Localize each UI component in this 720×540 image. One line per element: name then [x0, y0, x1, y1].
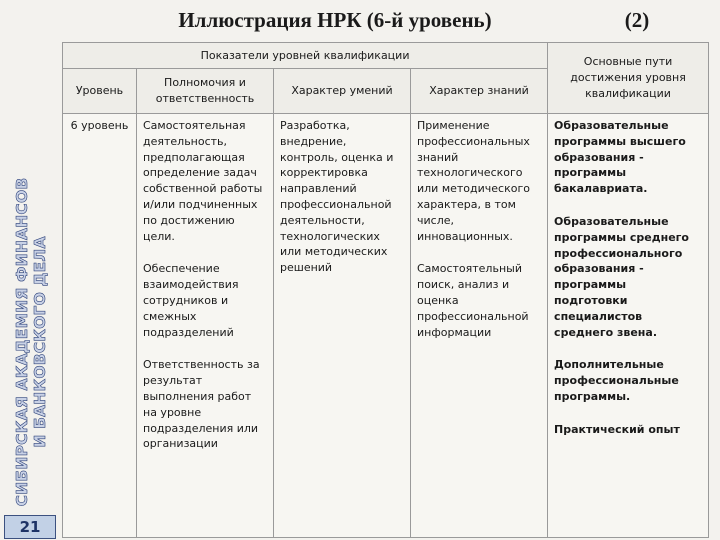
paths-text: Практический опыт: [554, 422, 680, 436]
paths-text: Дополнительные профессиональные программы.: [554, 358, 679, 403]
qualification-table: [62, 42, 709, 538]
academy-name: [13, 178, 49, 507]
table-row: [63, 114, 709, 538]
academy-name-line1: СИБИРСКАЯ АКАДЕМИЯ ФИНАНСОВ: [13, 177, 31, 507]
page-number-badge: 21: [4, 515, 56, 539]
column-header-level: Уровень: [63, 69, 137, 114]
group-header: Показатели уровней квалификации: [63, 43, 548, 69]
paths-header: Основные пути достижения уровня квалификации: [548, 43, 709, 114]
authority-cell: [137, 114, 274, 538]
authority-text: Ответственность за результат выполнения работ на уровне подразделения или организации: [143, 358, 260, 451]
paths-text: Образовательные программы среднего профессионального образования - программы подготовки специалистов среднего звена.: [554, 214, 689, 339]
slide-page-marker: (2): [624, 8, 650, 32]
knowledge-cell: [411, 114, 548, 538]
academy-name-line2: И БАНКОВСКОГО ДЕЛА: [31, 236, 49, 448]
level-value: 6 уровень: [70, 119, 129, 132]
authority-text: Обеспечение взаимодействия сотрудников и смежных подразделений: [143, 262, 239, 339]
knowledge-text: Самостоятельный поиск, анализ и оценка профессиональной информации: [417, 262, 529, 339]
skills-text: Разработка, внедрение, контроль, оценка и корректировка направлений профессиональной деятельности, технологических или методических решений: [280, 119, 394, 275]
paths-text: Образовательные программы высшего образования - программы бакалавриата.: [554, 119, 686, 196]
slide-title: Иллюстрация НРК (6-й уровень): [178, 8, 492, 32]
column-header-authority: Полномочия и ответственность: [137, 69, 274, 114]
authority-text: Самостоятельная деятельность, предполагающая определение задач собственной работы и/или подчиненных по достижению цели.: [143, 119, 263, 243]
column-header-skills: Характер умений: [274, 69, 411, 114]
level-cell: [63, 114, 137, 538]
knowledge-text: Применение профессиональных знаний технологического или методического характера, в том числе, инновационных.: [417, 119, 530, 243]
sidebar-band: [0, 42, 62, 540]
column-header-knowledge: Характер знаний: [411, 69, 548, 114]
paths-cell: [548, 114, 709, 538]
skills-cell: [274, 114, 411, 538]
